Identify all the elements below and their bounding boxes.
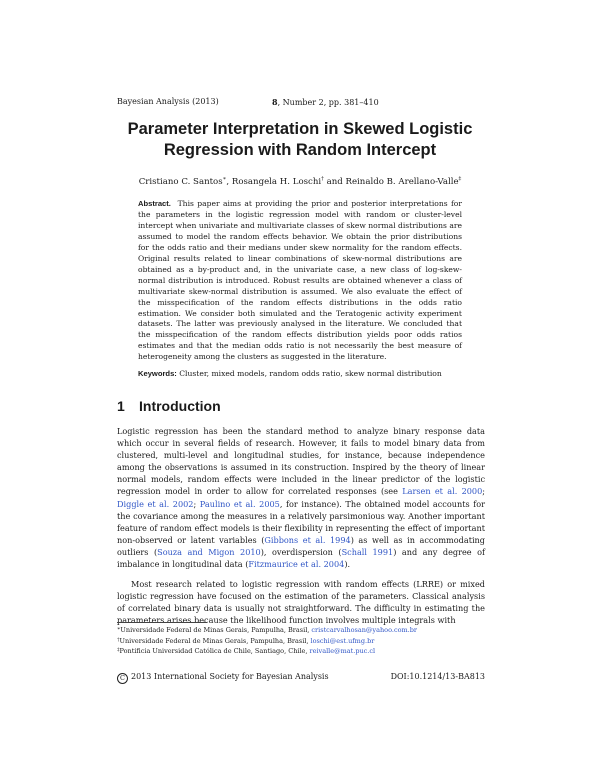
citation-link[interactable]: Larsen et al. 2000 — [402, 486, 483, 497]
abstract — [138, 199, 462, 363]
citation-link[interactable]: Schall 1991 — [341, 546, 394, 557]
keywords-text: Cluster, mixed models, random odds ratio, skew normal distribution — [179, 369, 442, 378]
intro-paragraph-2: Most research related to logistic regression with random effects (LRRE) or mixed logistic regression have focused on the estimation of the parameters. Classical analysis of correlated binary data is usually not straightforward. The difficulty in estimating the parameters arises because the likelihood function involves multiple integrals with — [117, 579, 485, 626]
footnote-affiliation: Pontificia Universidad Católica de Chile, Santiago, Chile, — [119, 647, 310, 656]
footnote — [117, 646, 485, 657]
footnote — [117, 636, 485, 647]
copyright — [117, 672, 329, 684]
title-line-2: Regression with Random Intercept — [163, 141, 437, 159]
section-number: 1 — [117, 398, 125, 414]
footnote-affiliation: Universidade Federal de Minas Gerais, Pampulha, Brasil, — [119, 636, 311, 645]
email-link[interactable]: cristcarvalhosan@yahoo.com.br — [311, 626, 417, 634]
paragraph-text: ; — [193, 498, 200, 509]
citation-link[interactable]: Diggle et al. 2002 — [117, 498, 194, 509]
section-title: Introduction — [139, 398, 221, 414]
paragraph-text: ) as well as in accommodating outliers ( — [117, 534, 485, 557]
section-heading — [117, 398, 221, 414]
journal-name: Bayesian Analysis (2013) — [117, 97, 219, 106]
footnote-mark: † — [117, 636, 120, 643]
citation-link[interactable]: Fitzmaurice et al. 2004 — [248, 559, 345, 570]
footnote — [117, 625, 485, 636]
footnote-mark: ∗ — [117, 626, 121, 632]
author-2: Rosangela H. Loschi — [231, 176, 322, 187]
copyright-text: 2013 International Society for Bayesian Analysis — [131, 672, 329, 681]
doi: DOI:10.1214/13-BA813 — [390, 672, 485, 681]
author-separator: , — [226, 176, 232, 187]
citation-link[interactable]: Gibbons et al. 1994 — [264, 534, 351, 545]
citation-link[interactable]: Paulino et al. 2005 — [199, 498, 280, 509]
paper-title — [100, 119, 500, 161]
paragraph-text: ), overdispersion ( — [260, 546, 342, 557]
author-list — [100, 176, 500, 187]
author-2-mark: † — [321, 176, 324, 182]
paragraph-text: , for instance). The obtained model accounts for the covariance among the measures in a relatively parsimonious way. Another important feature of random effect models is their flexibility in representing the effect of important non-observed or latent variables ( — [117, 498, 485, 545]
footnotes — [117, 625, 485, 657]
footnote-rule — [117, 622, 207, 623]
author-1-mark: ∗ — [222, 176, 227, 182]
author-3-mark: ‡ — [458, 176, 462, 182]
paragraph-text: Logistic regression has been the standard method to analyze binary response data which occur in several fields of research. However, it fails to model binary data from clustered, multi-level and longitudinal studies, for instance, because independence among the observations is assumed in its construction. Inspired by the theory of linear normal models, random effects were included in the linear predictor of the logistic regression model in order to allow for correlated responses (see — [117, 426, 485, 497]
author-separator: and — [323, 176, 346, 187]
abstract-label: Abstract. — [138, 199, 171, 208]
keywords-label: Keywords: — [138, 369, 177, 378]
paragraph-text: ). — [344, 559, 351, 570]
citation-link[interactable]: Souza and Migon 2010 — [157, 546, 261, 557]
paragraph-text: ) and any degree of imbalance in longitudinal data ( — [117, 546, 485, 570]
author-3: Reinaldo B. Arellano-Valle — [345, 176, 459, 187]
title-line-1: Parameter Interpretation in Skewed Logistic — [127, 120, 473, 138]
volume-info — [272, 97, 379, 107]
issue-pages: , Number 2, pp. 381–410 — [277, 98, 379, 107]
author-1: Cristiano C. Santos — [138, 176, 223, 187]
volume-number: 8 — [272, 97, 278, 107]
email-link[interactable]: reivalle@mat.puc.cl — [309, 647, 376, 656]
abstract-text: This paper aims at providing the prior and posterior interpretations for the parameters in the logistic regression model with random or cluster-level intercept when univariate and multivariate classes of skew normal distributions are assumed to model the random effects behavior. We obtain the prior distributions for the odds ratio and their medians under skew normality for the random effects. Original results related to linear combinations of skew-normal distributions are obtained as a by-product and, in the univariate case, a new class of log-skew-normal distribution is introduced. Robust results are obtained whenever a class of multivariate skew-normal distribution is assumed. We also evaluate the effect of the misspecification of the random effects distributions in the odds ratio estimation. We consider both simulated and the Teratogenic activity experiment datasets. The latter was previously analysed in the literature. We concluded that the misspecification of the random effects distribution yields poor odds ratios estimates and that the median odds ratio is not necessarily the best measure of heterogeneity among the clusters as suggested in the literature. — [138, 199, 462, 362]
intro-paragraph-1 — [117, 425, 485, 570]
copyright-icon: C — [117, 673, 128, 684]
paragraph-text: ; — [482, 486, 485, 497]
email-link[interactable]: loschi@est.ufmg.br — [310, 636, 375, 645]
keywords — [138, 369, 462, 378]
footnote-mark: ‡ — [117, 647, 120, 654]
footnote-affiliation: Universidade Federal de Minas Gerais, Pampulha, Brasil, — [120, 626, 312, 634]
